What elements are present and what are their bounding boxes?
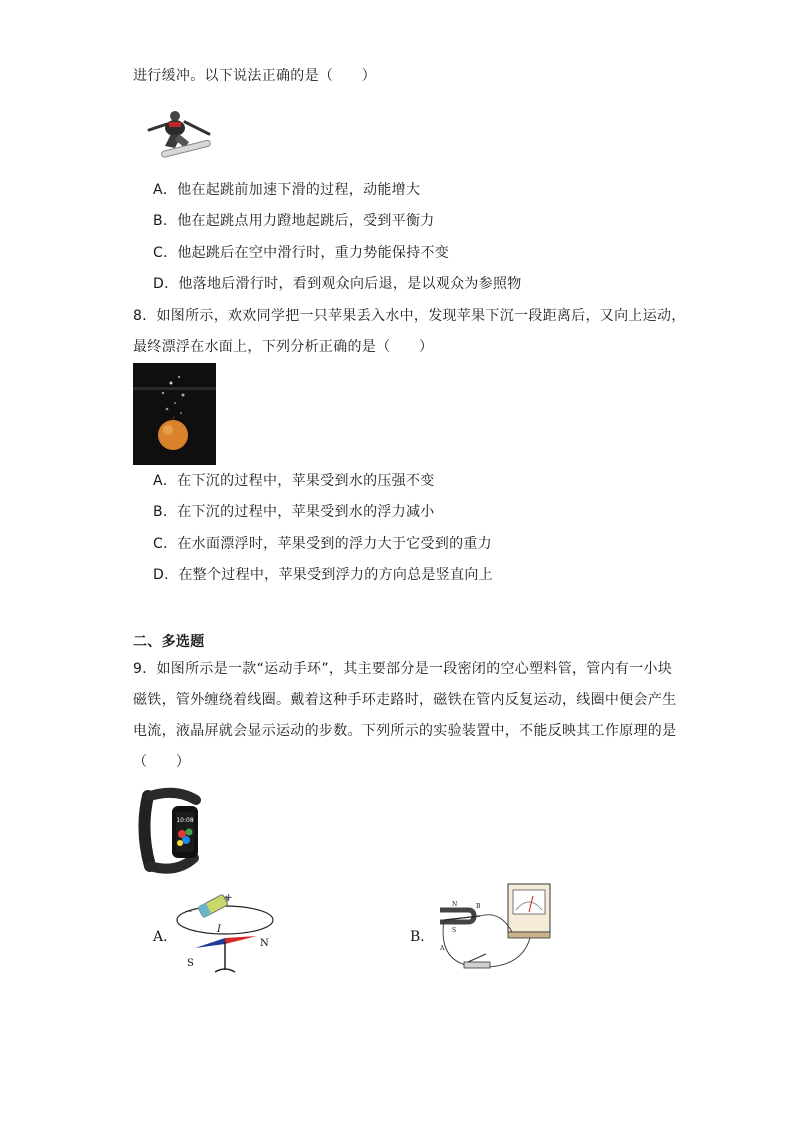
electromagnetic-induction-figure xyxy=(430,880,555,978)
q9-stem-line4: （ ） xyxy=(133,754,191,770)
q8-option-d: D．在整个过程中，苹果受到浮力的方向总是竖直向上 xyxy=(153,567,493,583)
q7-option-b: B．他在起跳点用力蹬地起跳后，受到平衡力 xyxy=(153,213,435,229)
q9-stem-line2: 磁铁，管外缠绕着线圈。戴着这种手环走路时，磁铁在管内反复运动，线圈中便会产生 xyxy=(133,692,677,708)
watch-time: 10:08 xyxy=(176,817,194,824)
section-heading: 二、多选题 xyxy=(133,634,205,650)
q8-stem-line1: 8．如图所示，欢欢同学把一只苹果丢入水中，发现苹果下沉一段距离后，又向上运动， xyxy=(133,308,686,324)
q8-option-b: B．在下沉的过程中，苹果受到水的浮力减小 xyxy=(153,504,435,520)
compass-south-label: S xyxy=(187,958,194,969)
snowboarder-figure xyxy=(145,108,217,162)
q9-stem-line1: 9．如图所示是一款“运动手环”，其主要部分是一段密闭的空心塑料管，管内有一小块 xyxy=(133,661,673,677)
q8-stem-line2: 最终漂浮在水面上，下列分析正确的是（ ） xyxy=(133,339,434,355)
fitness-band-image xyxy=(136,786,210,874)
battery-plus-label: + xyxy=(225,893,233,903)
q8-option-a: A．在下沉的过程中，苹果受到水的压强不变 xyxy=(153,473,435,489)
q7-stem-tail: 进行缓冲。以下说法正确的是（ ） xyxy=(133,68,377,84)
oersted-experiment-figure xyxy=(175,888,280,978)
q9-stem-line3: 电流，液晶屏就会显示运动的步数。下列所示的实验装置中，不能反映其工作原理的是 xyxy=(133,723,677,739)
battery-minus-label: − xyxy=(185,907,193,917)
compass-north-label: N xyxy=(260,938,269,949)
current-label: I xyxy=(217,924,221,935)
q7-option-a: A．他在起跳前加速下滑的过程，动能增大 xyxy=(153,182,421,198)
q9-option-b-label: B． xyxy=(410,929,435,945)
apple-in-water-photo xyxy=(133,363,216,465)
q9-option-a-label: A． xyxy=(153,929,178,945)
magnet-n-label: N xyxy=(452,901,458,908)
q8-option-c: C．在水面漂浮时，苹果受到的浮力大于它受到的重力 xyxy=(153,536,492,552)
wire-b-label: B xyxy=(476,903,481,910)
q7-option-d: D．他落地后滑行时，看到观众向后退，是以观众为参照物 xyxy=(153,276,522,292)
wire-a-label: A xyxy=(440,945,445,952)
magnet-s-label: S xyxy=(452,927,457,934)
q7-option-c: C．他起跳后在空中滑行时，重力势能保持不变 xyxy=(153,245,450,261)
